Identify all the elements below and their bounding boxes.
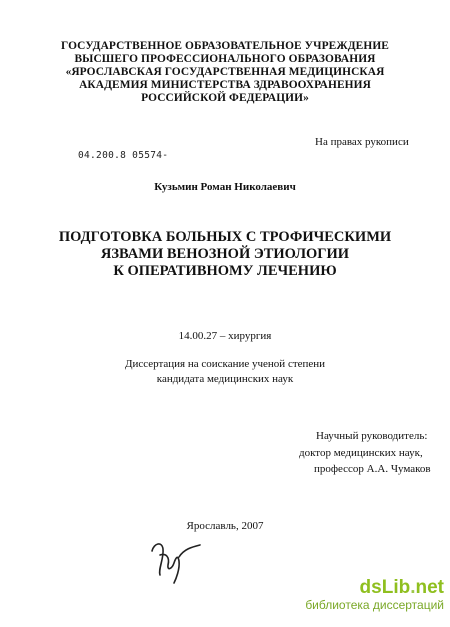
supervisor-line: доктор медицинских наук, (299, 446, 423, 459)
rights-note: На правах рукописи (315, 136, 409, 148)
watermark-brand (294, 578, 444, 598)
stamp-number: 04.200.8 05574- (78, 150, 169, 161)
watermark-logo (294, 578, 444, 612)
institution-line: «ЯРОСЛАВСКАЯ ГОСУДАРСТВЕННАЯ МЕДИЦИНСКАЯ (65, 66, 385, 78)
dissertation-title (0, 229, 450, 280)
supervisor-block (299, 428, 431, 478)
institution-line: РОССИЙСКОЙ ФЕДЕРАЦИИ» (141, 92, 309, 104)
title-line: ПОДГОТОВКА БОЛЬНЫХ С ТРОФИЧЕСКИМИ (58, 229, 392, 245)
institution-line: ВЫСШЕГО ПРОФЕССИОНАЛЬНОГО ОБРАЗОВАНИЯ (74, 53, 376, 65)
author-name: Кузьмин Роман Николаевич (154, 181, 296, 193)
specialty-code: 14.00.27 – хирургия (178, 330, 272, 342)
handwritten-signature (148, 535, 208, 585)
institution-header (0, 40, 450, 105)
degree-statement (0, 357, 450, 387)
degree-line: кандидата медицинских наук (156, 373, 294, 385)
title-line: ЯЗВАМИ ВЕНОЗНОЙ ЭТИОЛОГИИ (100, 246, 350, 262)
supervisor-line: профессор А.А. Чумаков (314, 463, 431, 475)
institution-line: АКАДЕМИЯ МИНИСТЕРСТВА ЗДРАВООХРАНЕНИЯ (79, 79, 371, 91)
institution-line: ГОСУДАРСТВЕННОЕ ОБРАЗОВАТЕЛЬНОЕ УЧРЕЖДЕНИЕ (61, 40, 389, 52)
watermark-brand-name: dsLib (359, 577, 411, 598)
watermark-dot: . (410, 577, 416, 598)
watermark-subtitle: библиотека диссертаций (305, 598, 444, 612)
supervisor-line: Научный руководитель: (316, 430, 428, 442)
city-year: Ярославль, 2007 (186, 520, 264, 532)
title-line: К ОПЕРАТИВНОМУ ЛЕЧЕНИЮ (113, 263, 337, 279)
watermark-tld: net (415, 577, 444, 598)
degree-line: Диссертация на соискание ученой степени (124, 358, 326, 370)
